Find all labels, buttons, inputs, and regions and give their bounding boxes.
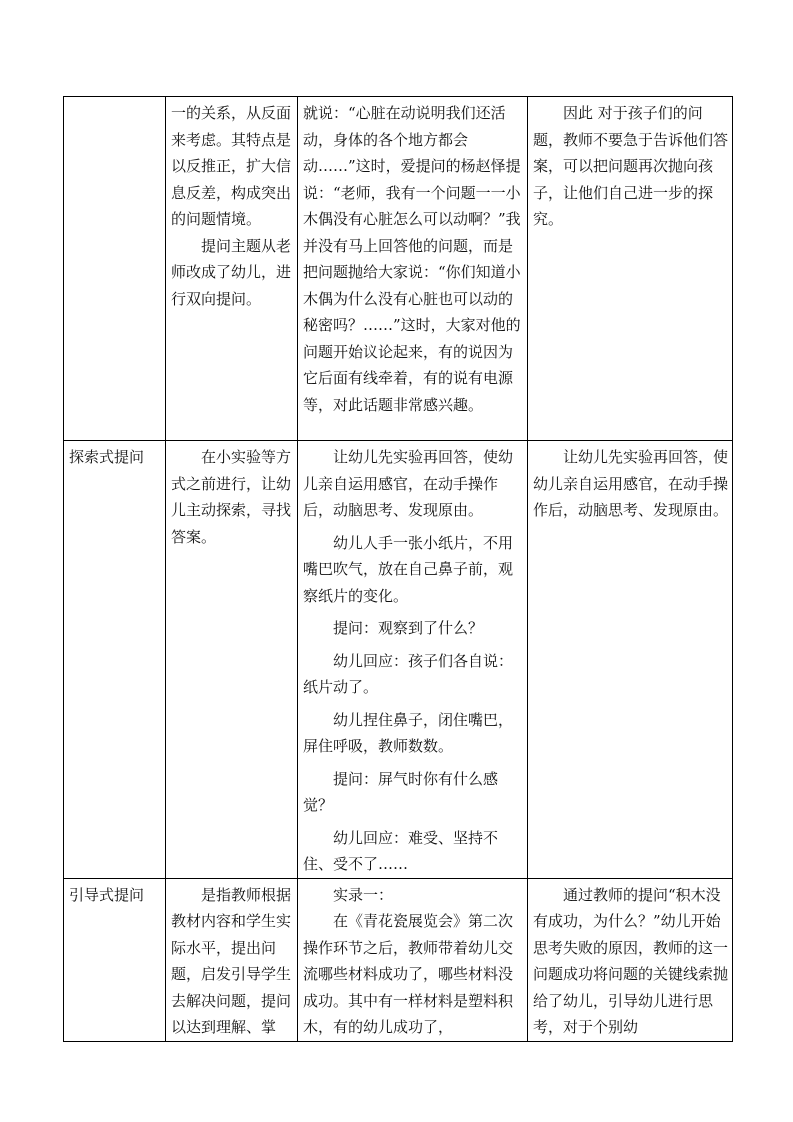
type-label: 探索式提问 (69, 448, 145, 466)
analysis-paragraph: 通过教师的提问“积木没有成功，为什么？”幼儿开始思考失败的原因，教师的这一问题成功将问题的关键线索抛给了幼儿，引导幼儿进行思考，对于个别幼 (533, 885, 729, 1036)
analysis-cell (528, 97, 733, 441)
example-paragraph: 提问：观察到了什么？ (333, 619, 484, 637)
example-paragraph: 幼儿回应：孩子们各自说：纸片动了。 (303, 651, 514, 696)
description-cell (166, 97, 298, 441)
description-paragraph: 提问主题从老师改成了幼儿，进行双向提问。 (171, 236, 292, 308)
description-paragraph: 在小实验等方式之前进行，让幼儿主动探索，寻找答案。 (171, 448, 292, 546)
example-paragraph: 幼儿回应：难受、坚持不住、受不了…… (303, 828, 499, 873)
example-cell (298, 97, 528, 441)
table-row (64, 97, 733, 441)
analysis-cell (528, 878, 733, 1041)
document-table (63, 96, 733, 1042)
example-cell (298, 878, 528, 1041)
analysis-paragraph: 让幼儿先实验再回答，使幼儿亲自运用感官，在动手操作后，动脑思考、发现原由。 (533, 448, 729, 519)
analysis-cell (528, 441, 733, 879)
description-paragraph: 是指教师根据教材内容和学生实际水平，提出问题，启发引导学生去解决问题，提问以达到理解、掌 (171, 885, 292, 1036)
example-cell (298, 441, 528, 879)
example-paragraph: 实录一： (333, 885, 394, 904)
example-paragraph: 就说：“心脏在动说明我们还活动，身体的各个地方都会动……”这时，爱提问的杨赵怿提说：“老师，我有一个问题一一小木偶没有心脏怎么可以动啊？”我并没有马上回答他的问题，而是把问题抛给大家说：“你们知道小木偶为什么没有心脏也可以动的秘密吗？……”这时，大家对他的问题开始议论起来，有的说因为它后面有线牵着，有的说有电源等，对此话题非常感兴趣。 (303, 104, 521, 414)
type-label: 引导式提问 (69, 885, 145, 904)
example-paragraph: 提问：屏气时你有什么感觉？ (303, 769, 499, 814)
type-cell (64, 878, 166, 1041)
example-paragraph: 在《青花瓷展览会》第二次操作环节之后，教师带着幼儿交流哪些材料成功了，哪些材料没成功。其中有一样材料是塑料积木，有的幼儿成功了， (303, 912, 514, 1036)
example-paragraph: 让幼儿先实验再回答，使幼儿亲自运用感官，在动手操作后，动脑思考、发现原由。 (303, 448, 514, 519)
example-paragraph: 幼儿人手一张小纸片，不用嘴巴吹气，放在自己鼻子前，观察纸片的变化。 (303, 533, 514, 605)
table-row (64, 878, 733, 1041)
table-row (64, 441, 733, 879)
type-cell (64, 441, 166, 879)
type-cell (64, 97, 166, 441)
description-paragraph: 一的关系，从反面来考虑。其特点是以反推正，扩大信息反差，构成突出的问题情境。 (171, 104, 292, 228)
example-paragraph: 幼儿捏住鼻子，闭住嘴巴，屏住呼吸，教师数数。 (303, 710, 514, 755)
description-cell (166, 878, 298, 1041)
description-cell (166, 441, 298, 879)
analysis-paragraph: 因此 对于孩子们的问题，教师不要急于告诉他们答案，可以把问题再次抛向孩子，让他们自己进一步的探究。 (533, 104, 729, 228)
